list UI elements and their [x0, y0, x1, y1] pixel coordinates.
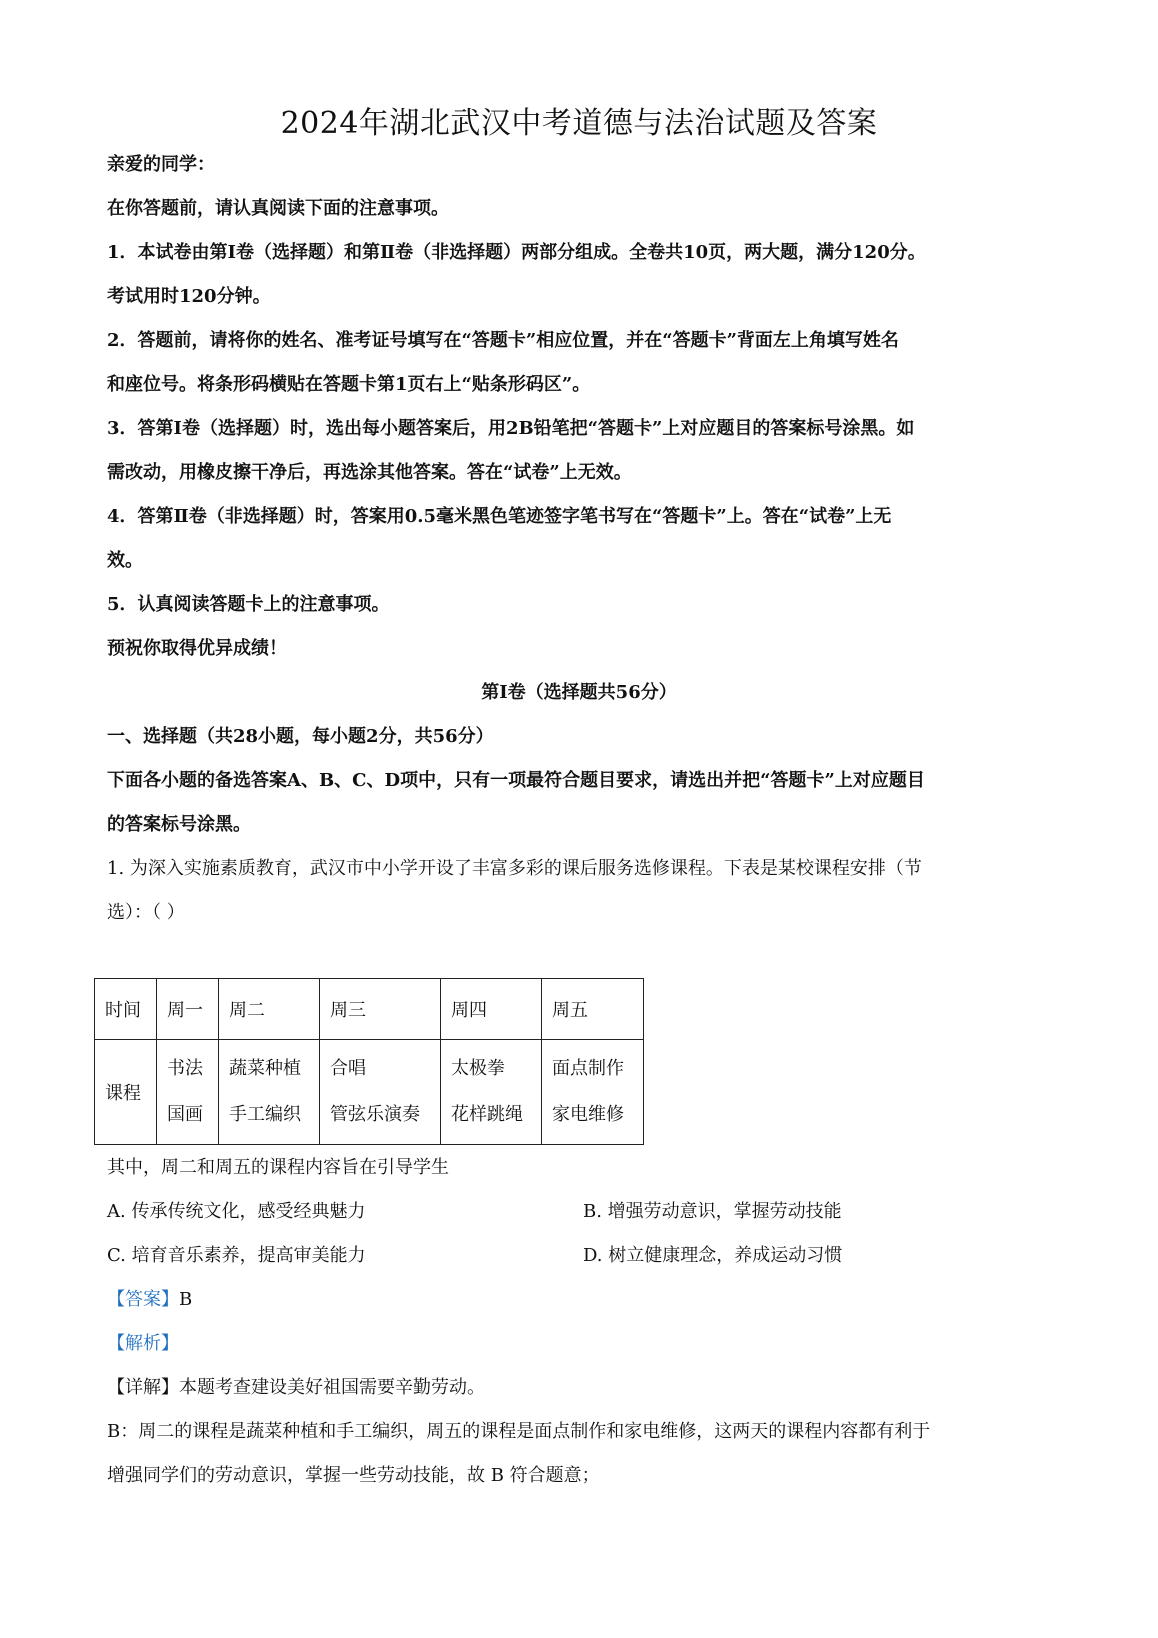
part-title: 一、选择题（共28小题，每小题2分，共56分）: [107, 726, 494, 747]
table-header-row: [95, 979, 644, 1040]
greeting: 亲爱的同学：: [107, 154, 215, 175]
question-1-stem-line-2: 选）：（ ）: [107, 902, 185, 923]
course-name: 书法: [167, 1058, 203, 1079]
header-cell-tuesday: 周二: [219, 979, 320, 1040]
detail-text: 本题考查建设美好祖国需要辛勤劳动。: [179, 1377, 485, 1398]
header-cell-time: 时间: [95, 979, 157, 1040]
section-heading: 第Ⅰ卷（选择题共56分）: [481, 682, 677, 703]
course-name: 手工编织: [229, 1104, 301, 1125]
notice-heading: 在你答题前，请认真阅读下面的注意事项。: [107, 198, 449, 219]
header-cell-friday: 周五: [542, 979, 644, 1040]
analysis-line: [107, 1332, 179, 1356]
course-name: 家电维修: [552, 1104, 624, 1125]
notice-3-line-1: 3．答第Ⅰ卷（选择题）时，选出每小题答案后，用2B铅笔把“答题卡”上对应题目的答案标号涂黑。如: [107, 418, 915, 439]
cell-friday-courses: [542, 1040, 644, 1145]
notice-5: 5．认真阅读答题卡上的注意事项。: [107, 594, 390, 615]
notice-4-line-1: 4．答第Ⅱ卷（非选择题）时，答案用0.5毫米黑色笔迹签字笔书写在“答题卡”上。答在“试卷”上无: [107, 506, 892, 527]
header-cell-wednesday: 周三: [320, 979, 441, 1040]
analysis-tag: 【解析】: [107, 1333, 179, 1354]
page-title: 2024年湖北武汉中考道德与法治试题及答案: [280, 106, 878, 141]
answer-line: [107, 1288, 192, 1312]
notice-2-line-1: 2．答题前，请将你的姓名、准考证号填写在“答题卡”相应位置，并在“答题卡”背面左上角填写姓名: [107, 330, 899, 351]
option-c: C. 培育音乐素养，提高审美能力: [107, 1245, 366, 1266]
cell-thursday-courses: [441, 1040, 542, 1145]
detail-line: [107, 1376, 485, 1400]
option-a: A. 传承传统文化，感受经典魅力: [107, 1201, 366, 1222]
row-label-courses: 课程: [95, 1040, 157, 1145]
cell-monday-courses: [157, 1040, 219, 1145]
header-cell-thursday: 周四: [441, 979, 542, 1040]
course-name: 国画: [167, 1104, 203, 1125]
cell-wednesday-courses: [320, 1040, 441, 1145]
course-name: 合唱: [330, 1058, 366, 1079]
explanation-line-2: 增强同学们的劳动意识，掌握一些劳动技能，故 B 符合题意；: [107, 1465, 600, 1486]
table-row: [95, 1040, 644, 1145]
wish-text: 预祝你取得优异成绩！: [107, 638, 287, 659]
answer-tag: 【答案】: [107, 1289, 179, 1310]
notice-2-line-2: 和座位号。将条形码横贴在答题卡第1页右上“贴条形码区”。: [107, 374, 591, 395]
course-name: 管弦乐演奏: [330, 1104, 420, 1125]
course-name: 蔬菜种植: [229, 1058, 301, 1079]
option-d: D. 树立健康理念，养成运动习惯: [583, 1245, 843, 1266]
notice-1-line-2: 考试用时120分钟。: [107, 286, 271, 307]
notice-3-line-2: 需改动，用橡皮擦干净后，再选涂其他答案。答在“试卷”上无效。: [107, 462, 632, 483]
explanation-line-1: B：周二的课程是蔬菜种植和手工编织，周五的课程是面点制作和家电维修，这两天的课程内容都有利于: [107, 1421, 931, 1442]
header-cell-monday: 周一: [157, 979, 219, 1040]
instruction-line-2: 的答案标号涂黑。: [107, 814, 251, 835]
question-1-stem-line-1: 1. 为深入实施素质教育，武汉市中小学开设了丰富多彩的课后服务选修课程。下表是某校课程安排（节: [107, 858, 922, 879]
notice-1-line-1: 1．本试卷由第Ⅰ卷（选择题）和第Ⅱ卷（非选择题）两部分组成。全卷共10页，两大题，满分120分。: [107, 242, 926, 263]
course-schedule-table: [94, 978, 644, 1145]
question-1-prompt: 其中，周二和周五的课程内容旨在引导学生: [107, 1157, 449, 1178]
course-name: 太极拳: [451, 1058, 505, 1079]
option-b: B. 增强劳动意识，掌握劳动技能: [583, 1201, 842, 1222]
course-name: 花样跳绳: [451, 1104, 523, 1125]
instruction-line-1: 下面各小题的备选答案A、B、C、D项中，只有一项最符合题目要求，请选出并把“答题卡”上对应题目: [107, 770, 925, 791]
notice-4-line-2: 效。: [107, 550, 143, 571]
answer-value: B: [179, 1289, 193, 1310]
course-name: 面点制作: [552, 1058, 624, 1079]
detail-tag: 【详解】: [107, 1377, 179, 1398]
cell-tuesday-courses: [219, 1040, 320, 1145]
